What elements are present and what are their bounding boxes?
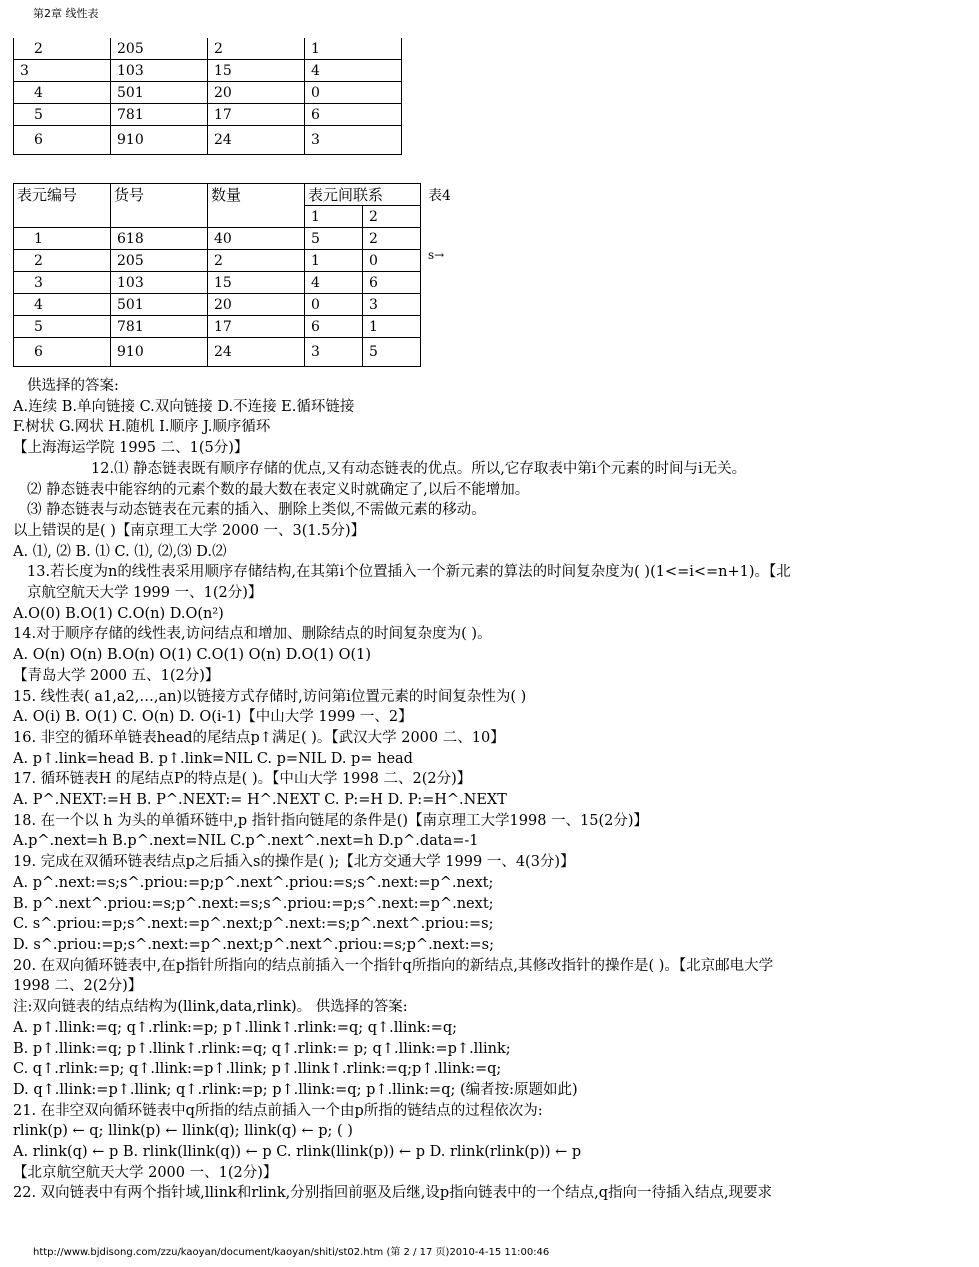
text-line: 13.若长度为n的线性表采用顺序存储结构,在其第i个位置插入一个新元素的算法的时间复杂度为( )(1<=i<=n+1)。【北 [27,564,791,581]
table-cell: 15 [208,272,305,294]
table-cell: 3 [14,60,111,82]
table-cell: 6 [14,338,111,367]
text-line: 21. 在非空双向循环链表中q所指的结点前插入一个由p所指的链结点的过程依次为: [13,1102,543,1119]
text-line: 22. 双向链表中有两个指针域,llink和rlink,分别指回前驱及后继,设p指向链表中的一个结点,q指向一待插入结点,现要求 [13,1185,773,1202]
data-table-top [13,38,402,155]
table-cell: 6 [363,272,421,294]
table-row [14,104,402,126]
table-cell: 5 [305,228,363,250]
text-line: 京航空航天大学 1999 一、1(2分)】 [27,585,263,602]
text-line: A. O(n) O(n) B.O(n) O(1) C.O(1) O(n) D.O(1) O(1) [13,647,371,664]
table-cell: 3 [14,272,111,294]
table-cell: 1 [14,228,111,250]
text-line: 19. 完成在双循环链表结点p之后插入s的操作是( );【北方交通大学 1999 一、4(3分)】 [13,854,575,871]
text-line: C. s^.priou:=p;s^.next:=p^.next;p^.next:=s;p^.next^.priou:=s; [13,916,494,933]
table-cell: 17 [208,316,305,338]
table-cell: 103 [111,272,208,294]
text-line: A. O(i) B. O(1) C. O(n) D. O(i-1)【中山大学 1999 一、2】 [13,709,413,726]
table-row [14,38,402,60]
table-cell: 5 [14,104,111,126]
table-row [14,272,421,294]
table-cell: 501 [111,82,208,104]
table-cell: 4 [305,272,363,294]
text-line: A. rlink(q) ← p B. rlink(llink(q)) ← p C. rlink(llink(p)) ← p D. rlink(rlink(p)) ← p [13,1144,582,1161]
question-text [13,376,973,1204]
text-line: C. q↑.rlink:=p; q↑.llink:=p↑.llink; p↑.llink↑.rlink:=q;p↑.llink:=q; [13,1061,502,1078]
table-caption: 表4 [428,188,451,204]
table-cell: 6 [14,126,111,155]
table-cell: 15 [208,60,305,82]
table-cell: 501 [111,294,208,316]
text-line: A.p^.next=h B.p^.next=NIL C.p^.next^.next=h D.p^.data=-1 [13,833,479,850]
table-cell: 781 [111,104,208,126]
text-line: A. p↑.llink:=q; q↑.rlink:=p; p↑.llink↑.rlink:=q; q↑.llink:=q; [13,1019,458,1036]
text-line: A. p↑.link=head B. p↑.link=NIL C. p=NIL D. p= head [13,750,413,767]
text-line: B. p^.next^.priou:=s;p^.next:=s;s^.priou:=p;s^.next:=p^.next; [13,895,494,912]
table-row [14,82,402,104]
table-cell: 40 [208,228,305,250]
text-line: 1998 二、2(2分)】 [13,978,143,995]
table-cell: 3 [305,126,402,155]
table-header: 数量 [208,184,305,228]
table-cell: 910 [111,338,208,367]
text-line: D. q↑.llink:=p↑.llink; q↑.rlink:=p; p↑.llink:=q; p↑.llink:=q; (编者按:原题如此) [13,1081,578,1098]
table-cell: 2 [363,228,421,250]
table-cell: 910 [111,126,208,155]
table-cell: 1 [363,316,421,338]
text-line: ⑵ 静态链表中能容纳的元素个数的最大数在表定义时就确定了,以后不能增加。 [27,481,530,498]
text-line: A. P^.NEXT:=H B. P^.NEXT:= H^.NEXT C. P:=H D. P:=H^.NEXT [13,792,507,809]
table-cell: 5 [14,316,111,338]
table-cell: 6 [305,316,363,338]
table-header: 货号 [111,184,208,228]
table-cell: 4 [14,294,111,316]
text-line: A. ⑴, ⑵ B. ⑴ C. ⑴, ⑵,⑶ D.⑵ [13,543,227,560]
text-line: rlink(p) ← q; llink(p) ← llink(q); llink(q) ← p; ( ) [13,1123,353,1140]
table-cell: 0 [305,82,402,104]
text-line: 【上海海运学院 1995 二、1(5分)】 [13,440,249,457]
text-line: A. p^.next:=s;s^.priou:=p;p^.next^.priou:=s;s^.next:=p^.next; [13,874,494,891]
table-cell: 2 [208,250,305,272]
table-cell: 205 [111,250,208,272]
table-cell: 205 [111,38,208,60]
s-pointer-label: s→ [428,248,445,262]
text-line: B. p↑.llink:=q; p↑.llink↑.rlink:=q; q↑.rlink:= p; q↑.llink:=p↑.llink; [13,1040,511,1057]
table-cell: 781 [111,316,208,338]
text-line: 【青岛大学 2000 五、1(2分)】 [13,667,220,684]
table-row [14,60,402,82]
table-row [14,294,421,316]
table-cell: 103 [111,60,208,82]
table-cell: 2 [14,250,111,272]
table-cell: 1 [305,38,402,60]
text-line: 17. 循环链表H 的尾结点P的特点是( )。【中山大学 1998 二、2(2分)】 [13,771,472,788]
text-line: 以上错误的是( )【南京理工大学 2000 一、3(1.5分)】 [13,522,366,539]
table-cell: 17 [208,104,305,126]
text-line: D. s^.priou:=p;s^.next:=p^.next;p^.next^.priou:=s;p^.next:=s; [13,936,494,953]
table-cell: 5 [363,338,421,367]
table-cell: 4 [305,60,402,82]
text-line: 20. 在双向循环链表中,在p指针所指向的结点前插入一个指针q所指向的新结点,其修改指针的操作是( )。【北京邮电大学 [13,957,774,974]
text-line: 注:双向链表的结点结构为(llink,data,rlink)。 供选择的答案: [13,999,408,1016]
chapter-header: 第2章 线性表 [33,7,99,20]
text-line: A.O(0) B.O(1) C.O(n) D.O(n²) [13,605,224,622]
data-table-4 [13,183,421,367]
table-cell: 20 [208,294,305,316]
table-row [14,316,421,338]
page-footer: http://www.bjdisong.com/zzu/kaoyan/document/kaoyan/shiti/st02.htm (第 2 / 17 页)2010-4-15 11:00:46 [33,1247,550,1258]
table-subheader: 1 [305,206,363,228]
table-subheader: 2 [363,206,421,228]
text-line: 16. 非空的循环单链表head的尾结点p↑满足( )。【武汉大学 2000 二、10】 [13,729,505,746]
table-header: 表元编号 [14,184,111,228]
text-line: 供选择的答案: [27,378,119,394]
table-cell: 0 [363,250,421,272]
text-line: 12.⑴ 静态链表既有顺序存储的优点,又有动态链表的优点。所以,它存取表中第i个元素的时间与i无关。 [91,460,747,477]
text-line: 15. 线性表( a1,a2,…,an)以链接方式存储时,访问第i位置元素的时间复杂性为( ) [13,688,527,705]
table-cell: 2 [208,38,305,60]
table-cell: 20 [208,82,305,104]
table-cell: 24 [208,338,305,367]
table-header: 表元间联系 [305,184,421,206]
table-cell: 24 [208,126,305,155]
table-cell: 6 [305,104,402,126]
text-line: A.连续 B.单向链接 C.双向链接 D.不连接 E.循环链接 [13,398,355,415]
table-row [14,228,421,250]
table-row [14,338,421,367]
text-line: 14.对于顺序存储的线性表,访问结点和增加、删除结点的时间复杂度为( )。 [13,626,492,643]
text-line: F.树状 G.网状 H.随机 I.顺序 J.顺序循环 [13,419,271,436]
table-row [14,126,402,155]
text-line: 18. 在一个以 h 为头的单循环链中,p 指针指向链尾的条件是()【南京理工大学1998 一、15(2分)】 [13,812,649,829]
text-line: 【北京航空航天大学 2000 一、1(2分)】 [13,1164,278,1181]
table-cell: 4 [14,82,111,104]
table-row [14,250,421,272]
table-cell: 2 [14,38,111,60]
table-cell: 618 [111,228,208,250]
text-line: ⑶ 静态链表与动态链表在元素的插入、删除上类似,不需做元素的移动。 [27,502,486,519]
table-cell: 3 [305,338,363,367]
table-cell: 3 [363,294,421,316]
table-cell: 1 [305,250,363,272]
table-cell: 0 [305,294,363,316]
